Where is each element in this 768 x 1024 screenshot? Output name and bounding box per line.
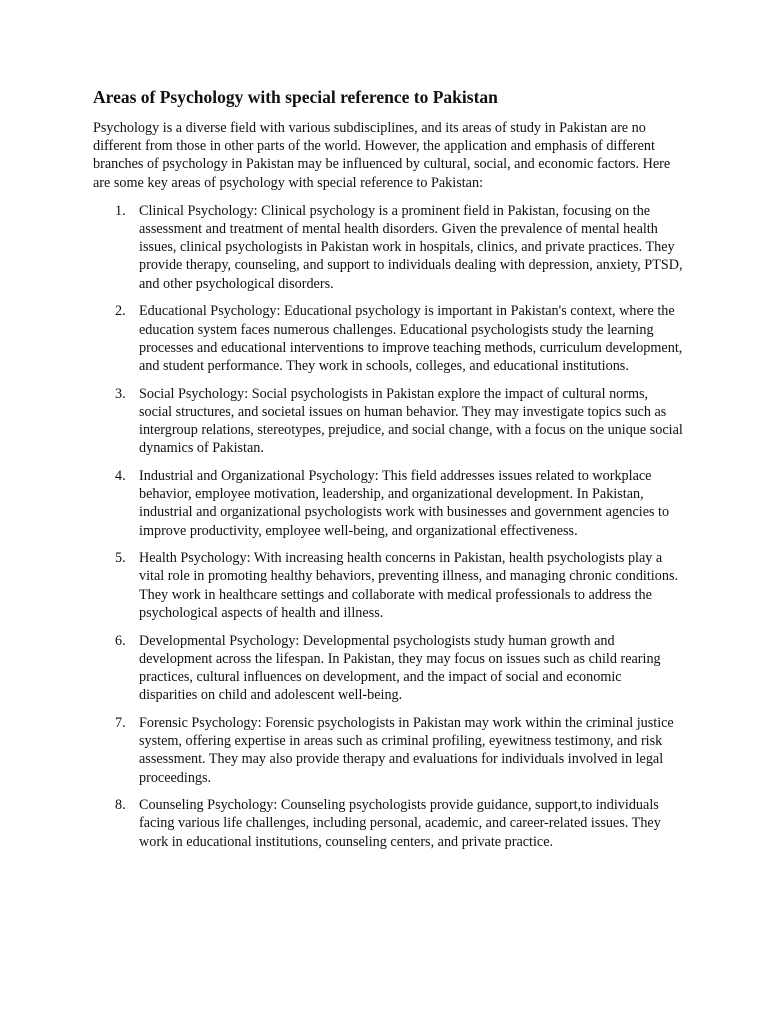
list-item-number: 4. [115, 467, 126, 484]
list-item [93, 467, 683, 540]
list-item [93, 385, 683, 458]
list-item-number: 1. [115, 202, 126, 219]
list-item [93, 549, 683, 622]
list-item-number: 2. [115, 303, 126, 320]
list-item [93, 714, 683, 787]
list-item-text: Forensic Psychology: Forensic psychologists in Pakistan may work within the criminal justice system, offering expertise in areas such as criminal profiling, eyewitness testimony, and risk assessment. They may also provide therapy and evaluations for individuals involved in legal proceedings. [139, 714, 674, 786]
list-item-number: 7. [115, 714, 126, 731]
list-item [93, 632, 683, 705]
areas-list [93, 202, 683, 851]
list-item-text: Health Psychology: With increasing health concerns in Pakistan, health psychologists play a vital role in promoting healthy behaviors, preventing illness, and managing chronic conditions. They work in healthcare settings and collaborate with medical professionals to address the psychological aspects of health and illness. [139, 550, 679, 621]
list-item-number: 5. [115, 550, 126, 567]
list-item-text: Clinical Psychology: Clinical psychology is a prominent field in Pakistan, focusing on the assessment and treatment of mental health disorders. Given the prevalence of mental health issues, clinical psychologists in Pakistan work in hospitals, clinics, and private practices. They provide therapy, counseling, and support to individuals dealing with depression, anxiety, PTSD, and other psychological disorders. [139, 202, 683, 292]
list-item [93, 302, 683, 375]
list-item-text: Counseling Psychology: Counseling psychologists provide guidance, support,to individuals facing various life challenges, including personal, academic, and career-related issues. They work in educational institutions, counseling centers, and private practice. [139, 797, 661, 850]
intro-paragraph: Psychology is a diverse field with various subdisciplines, and its areas of study in Pakistan are no different from those in other parts of the world. However, the application and emphasis of different branches of psychology in Pakistan may be influenced by cultural, social, and economic factors. Here are some key areas of psychology with special reference to Pakistan: [93, 120, 671, 191]
list-item-text: Social Psychology: Social psychologists in Pakistan explore the impact of cultural norms, social structures, and societal issues on human behavior. They may investigate topics such as intergroup relations, stereotypes, prejudice, and social change, with a focus on the unique social dynamics of Pakistan. [139, 385, 683, 457]
list-item-number: 8. [115, 797, 126, 814]
list-item-text: Industrial and Organizational Psychology: This field addresses issues related to workplace behavior, employee motivation, leadership, and organizational development. In Pakistan, industrial and organizational psychologists work with businesses and government agencies to improve productivity, employee well-being, and organizational effectiveness. [139, 467, 670, 539]
document-page [93, 86, 683, 860]
list-item-number: 3. [115, 385, 126, 402]
list-item [93, 796, 683, 851]
list-item-number: 6. [115, 632, 126, 649]
list-item-text: Educational Psychology: Educational psychology is important in Pakistan's context, where the education system faces numerous challenges. Educational psychologists study the learning processes and educational interventions to improve teaching methods, curriculum development, and student performance. They work in schools, colleges, and educational institutions. [139, 303, 683, 374]
list-item-text: Developmental Psychology: Developmental psychologists study human growth and development across the lifespan. In Pakistan, they may focus on issues such as child rearing practices, cultural influences on development, and the impact of social and economic disparities on child and adolescent well-being. [139, 632, 661, 704]
list-item [93, 202, 683, 293]
document-title: Areas of Psychology with special reference to Pakistan [93, 87, 498, 107]
